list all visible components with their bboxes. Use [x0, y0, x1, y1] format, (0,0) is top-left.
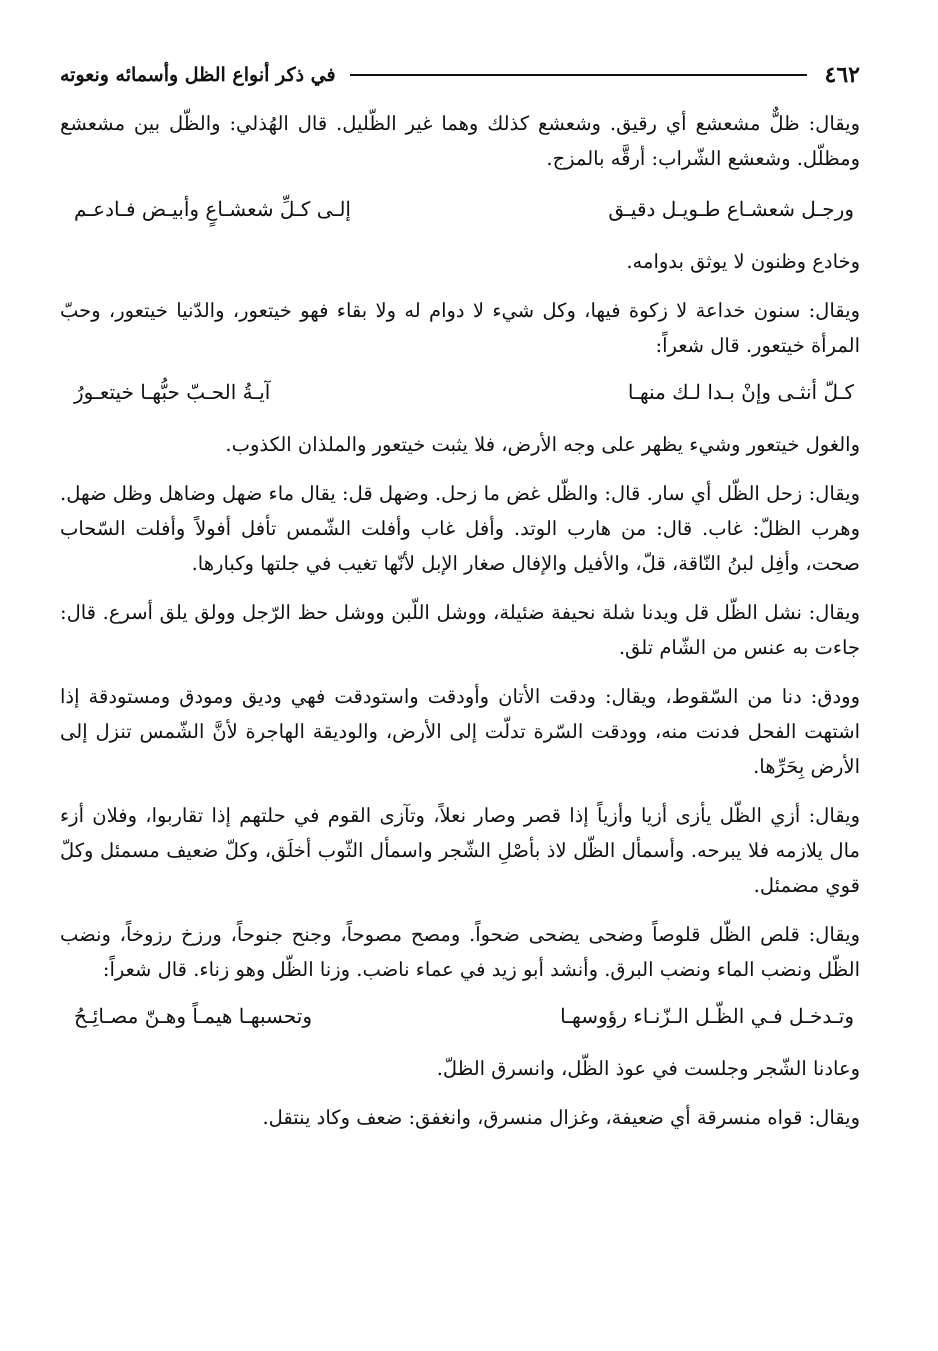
verse-right-hemistich: كـلّ أنثـى وإنْ بـدا لـك منهـا [627, 380, 854, 404]
header-rule [350, 74, 807, 76]
paragraph-aadna: وعادنا الشّجر وجلست في عوذ الظّل، وانسرق الظلّ. [436, 1057, 860, 1080]
paragraph-khaytaour: ويقال: سنون خداعة لا زكوة فيها، وكل شيء لا دوام له ولا بقاء فهو خيتعور، والدّنيا خيتعور، وحبّ المرأة خيتعور. قال شعراً: [60, 299, 860, 357]
verse-shishaa [60, 190, 860, 228]
paragraph-khadi: وخادع وظنون لا يوثق بدوامه. [626, 250, 860, 273]
book-page [60, 58, 860, 1311]
paragraph-ghoul: والغول خيتعور وشيء يظهر على وجه الأرض، فلا يثبت خيتعور والملذان الكذوب. [225, 433, 860, 456]
verse-right-hemistich: ورجـل شعشـاع طـويـل دقيـق [608, 197, 854, 221]
running-header [60, 58, 860, 92]
paragraph-aza: ويقال: أزي الظّل يأزى أزيا وأزياً إذا قصر وصار نعلاً، وتآزى القوم في حلتهم إذا تقاربوا، وفلان أزء مال يلازمه فلا يبرحه. وأسمأل الظّل لاذ بأصْلِ الشّجر واسمأل الثّوب أخلَق، وكلّ ضعيف مسمئل وكلّ قوي مضمئل. [60, 804, 860, 897]
paragraph-zahal: ويقال: زحل الظّل أي سار. قال: والظّل غض ما زحل. وضهل قل: يقال ماء ضهل وضاهل وظل ضهل. وهرب الظلّ: غاب. قال: من هارب الوتد. وأفل غاب وأفلت الشّمس تأفل أفولاً وأفلت السّحاب صحت، وأفِل لبنُ النّاقة، قلّ، والأفيل والإفال صغار الإبل لأنّها تغيب في جلتها وكبارها. [60, 482, 860, 575]
verse-zinaa [60, 997, 860, 1035]
chapter-title: في ذكر أنواع الظل وأسمائه ونعوته [60, 64, 336, 86]
verse-left-hemistich: وتحسبهـا هيمـاً وهـنّ مصـائِـحُ [74, 1004, 312, 1028]
paragraph-mushasha: ويقال: ظلٌّ مشعشع أي رقيق. وشعشع كذلك وهما غير الظّليل. قال الهُذلي: والظّل بين مشعشع ومظلّل. وشعشع الشّراب: أرقَّه بالمزج. [60, 112, 860, 170]
verse-left-hemistich: إلـى كـلِّ شعشـاعٍ وأبيـض فـادعـم [74, 197, 351, 221]
paragraph-munsariqa: ويقال: قواه منسرقة أي ضعيفة، وغزال منسرق، وانغفق: ضعف وكاد ينتقل. [262, 1106, 860, 1129]
paragraph-nashal: ويقال: نشل الظّل قل ويدنا شلة نحيفة ضئيلة، ووشل اللّبن ووشل حظ الرّجل وولق يلق أسرع. قال: جاءت به عنس من الشّام تلق. [60, 601, 860, 659]
paragraph-qalas: ويقال: قلص الظّل قلوصاً وضحى يضحى ضحواً. ومصح مصوحاً، وجنح جنوحاً، ورزخ رزوخاً، ونضب الظّل ونضب الماء ونضب البرق. وأنشد أبو زيد في عماء ناضب. وزنا الظّل وهو زناء. قال شعراً: [60, 923, 860, 981]
verse-khaytaour [60, 373, 860, 411]
verse-right-hemistich: وتـدخـل فـي الظّـل الـزّنـاء رؤوسهـا [560, 1004, 854, 1028]
page-number: ٤٦٢ [824, 62, 860, 88]
paragraph-wadaq: وودق: دنا من السّقوط، ويقال: ودقت الأتان وأودقت واستودقت فهي وديق ومودق ومستودقة إذا اشتهت الفحل فدنت منه، وودقت السّرة تدلّت إلى الأرض، والوديقة الهاجرة لأنَّ الشّمس تنزل إلى الأرض بِحَرِّها. [60, 685, 860, 778]
verse-left-hemistich: آيـةُ الحـبّ حبُّهـا خيتعـورُ [74, 380, 271, 404]
